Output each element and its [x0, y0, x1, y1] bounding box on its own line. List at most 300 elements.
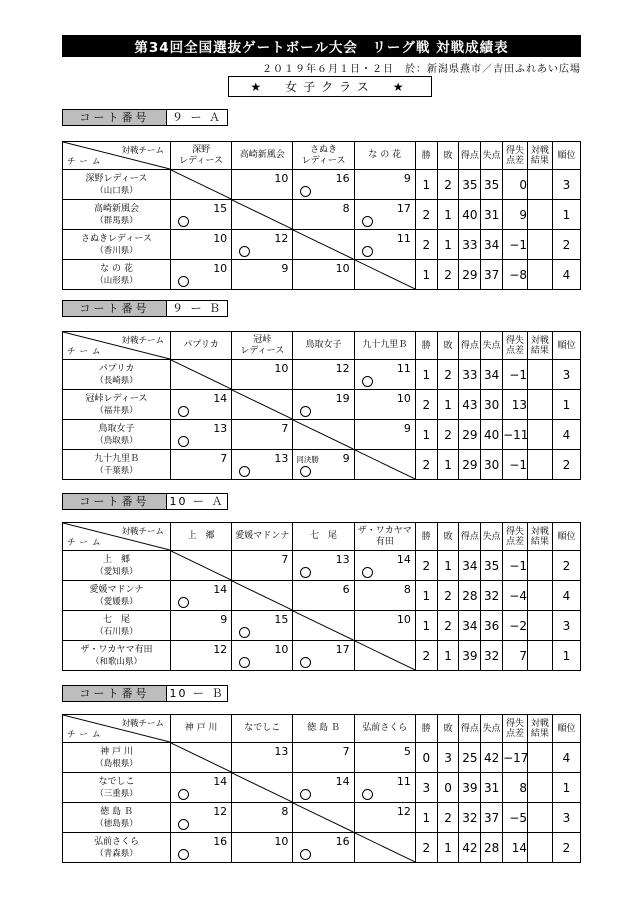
point-difference: 8 [503, 773, 528, 803]
team-name-cell [63, 833, 171, 863]
points-against: 34 [481, 360, 503, 390]
losses: 1 [437, 551, 459, 581]
head-to-head-result [527, 420, 552, 450]
head-to-head-result [527, 581, 552, 611]
opponent-header: 鳥取女子 [293, 332, 354, 360]
team-name: さぬきレディース [81, 233, 152, 244]
team-prefecture: （山形県） [95, 275, 138, 286]
match-score: 13 [335, 553, 350, 566]
opponent-header: 九十九里Ｂ [354, 332, 415, 360]
win-circle-icon [362, 216, 373, 227]
head-to-head-result [527, 170, 552, 200]
table-row [63, 551, 581, 581]
match-cell [170, 581, 231, 611]
points-against: 32 [481, 641, 503, 671]
wins: 2 [415, 390, 437, 420]
team-name: 神 戸 川 [100, 746, 133, 757]
table-row [63, 260, 581, 290]
points-for: 40 [459, 200, 481, 230]
match-score: 16 [213, 835, 228, 848]
team-name-cell [63, 360, 171, 390]
win-circle-icon [239, 466, 250, 477]
match-score: 8 [281, 805, 289, 818]
self-match-cell [293, 230, 354, 260]
match-cell [170, 611, 231, 641]
self-match-cell [293, 420, 354, 450]
match-cell [232, 743, 293, 773]
match-score: 14 [213, 775, 228, 788]
match-score: 10 [213, 232, 228, 245]
wins: 1 [415, 360, 437, 390]
match-score: 11 [396, 362, 411, 375]
court-label [62, 300, 228, 317]
point-difference: −17 [503, 743, 528, 773]
table-row [63, 611, 581, 641]
team-name: 冠峠レディース [85, 393, 148, 404]
points-for: 29 [459, 260, 481, 290]
losses: 3 [437, 743, 459, 773]
corner-team-label: チーム [67, 157, 105, 167]
match-score: 10 [274, 835, 289, 848]
corner-opponent-label: 対戦チーム [121, 336, 164, 346]
wins: 1 [415, 420, 437, 450]
win-circle-icon [300, 406, 311, 417]
stat-header: 勝 [415, 715, 437, 743]
opponent-header: 深野 レディース [170, 142, 231, 170]
diagonal-line [355, 260, 415, 289]
diagonal-line [232, 581, 292, 610]
points-for: 34 [459, 551, 481, 581]
rank: 1 [552, 200, 580, 230]
wins: 1 [415, 611, 437, 641]
points-for: 32 [459, 803, 481, 833]
match-cell [293, 581, 354, 611]
head-to-head-result [527, 611, 552, 641]
table-row [63, 641, 581, 671]
points-for: 25 [459, 743, 481, 773]
match-score: 8 [342, 202, 350, 215]
match-cell [354, 420, 415, 450]
head-to-head-result [527, 260, 552, 290]
match-cell [354, 773, 415, 803]
losses: 1 [437, 390, 459, 420]
team-name: パプリカ [98, 363, 135, 374]
court-number: ９ ー Ｂ [172, 302, 222, 315]
head-to-head-result [527, 641, 552, 671]
match-cell [232, 230, 293, 260]
team-name: 鳥取女子 [98, 423, 135, 434]
match-cell [170, 450, 231, 480]
court-label [62, 685, 228, 702]
team-prefecture: （愛媛県） [95, 596, 138, 607]
match-cell [170, 230, 231, 260]
point-difference: 0 [503, 170, 528, 200]
stat-header: 対戦 結果 [527, 715, 552, 743]
match-score: 10 [274, 362, 289, 375]
stat-header: 失点 [481, 142, 503, 170]
losses: 2 [437, 360, 459, 390]
point-difference: 13 [503, 390, 528, 420]
table-row [63, 360, 581, 390]
rank: 3 [552, 360, 580, 390]
match-score: 9 [403, 422, 411, 435]
point-difference: −1 [503, 450, 528, 480]
corner-team-label: チーム [67, 538, 105, 548]
team-name-cell [63, 581, 171, 611]
rank: 1 [552, 773, 580, 803]
match-score: 10 [396, 613, 411, 626]
rank: 4 [552, 420, 580, 450]
corner-team-label: チーム [67, 730, 105, 740]
points-against: 31 [481, 200, 503, 230]
court-label-name: コート番号 [63, 301, 167, 316]
opponent-header: ザ・ワカヤマ 有田 [354, 523, 415, 551]
points-for: 33 [459, 230, 481, 260]
team-prefecture: （群馬県） [95, 215, 138, 226]
win-circle-icon [300, 849, 311, 860]
win-circle-icon [178, 436, 189, 447]
stat-header: 勝 [415, 523, 437, 551]
head-to-head-result [527, 230, 552, 260]
diagonal-line [355, 450, 415, 479]
win-circle-icon [178, 849, 189, 860]
stat-header: 敗 [437, 332, 459, 360]
match-score: 9 [220, 613, 228, 626]
match-score: 10 [213, 262, 228, 275]
wins: 3 [415, 773, 437, 803]
losses: 2 [437, 803, 459, 833]
match-cell [354, 803, 415, 833]
match-cell [354, 551, 415, 581]
header-row [63, 715, 581, 743]
team-name-cell [63, 170, 171, 200]
head-to-head-result [527, 200, 552, 230]
losses: 1 [437, 833, 459, 863]
match-score: 7 [281, 553, 289, 566]
stat-header: 順位 [552, 142, 580, 170]
head-to-head-result [527, 833, 552, 863]
match-cell [232, 833, 293, 863]
wins: 2 [415, 200, 437, 230]
win-circle-icon [239, 627, 250, 638]
losses: 2 [437, 260, 459, 290]
stat-header: 対戦 結果 [527, 332, 552, 360]
losses: 1 [437, 230, 459, 260]
corner-header [63, 332, 171, 360]
point-difference: −1 [503, 551, 528, 581]
league-table [62, 714, 581, 863]
losses: 0 [437, 773, 459, 803]
match-score: 12 [213, 643, 228, 656]
points-against: 37 [481, 260, 503, 290]
match-score: 15 [213, 202, 228, 215]
match-cell [170, 833, 231, 863]
court-number: ９ ー Ａ [172, 111, 222, 124]
points-against: 35 [481, 551, 503, 581]
match-cell [232, 360, 293, 390]
opponent-header: 七 尾 [293, 523, 354, 551]
team-prefecture: （愛知県） [95, 566, 138, 577]
team-name: 高崎新風会 [93, 203, 139, 214]
stat-header: 勝 [415, 142, 437, 170]
diagonal-line [171, 360, 231, 389]
points-for: 39 [459, 641, 481, 671]
page-title: 第34回全国選抜ゲートボール大会 リーグ戦 対戦成績表 [62, 35, 581, 57]
match-cell [293, 390, 354, 420]
match-cell [293, 641, 354, 671]
match-score: 13 [213, 422, 228, 435]
win-circle-icon [362, 789, 373, 800]
self-match-cell [232, 773, 293, 803]
match-score: 19 [335, 392, 350, 405]
team-prefecture: （山口県） [95, 185, 138, 196]
stat-header: 失点 [481, 715, 503, 743]
match-note: 同決勝 [296, 455, 319, 464]
opponent-header: パプリカ [170, 332, 231, 360]
header-row [63, 523, 581, 551]
team-prefecture: （千葉県） [95, 465, 138, 476]
stat-header: 得点 [459, 142, 481, 170]
diagonal-line [293, 803, 353, 832]
team-name: 徳 島 Ｂ [100, 806, 133, 817]
self-match-cell [232, 200, 293, 230]
win-circle-icon [178, 597, 189, 608]
point-difference: −1 [503, 230, 528, 260]
court-label-name: コート番号 [63, 686, 167, 701]
win-circle-icon [239, 246, 250, 257]
win-circle-icon [300, 657, 311, 668]
diagonal-line [171, 551, 231, 580]
self-match-cell [354, 833, 415, 863]
wins: 1 [415, 803, 437, 833]
points-against: 30 [481, 450, 503, 480]
team-name: なでしこ [98, 776, 135, 787]
match-cell [170, 200, 231, 230]
team-prefecture: （和歌山県） [90, 656, 142, 667]
points-for: 29 [459, 420, 481, 450]
stat-header: 得失 点差 [503, 142, 528, 170]
match-score: 7 [281, 422, 289, 435]
match-score: 7 [220, 452, 228, 465]
opponent-header: 愛媛マドンナ [232, 523, 293, 551]
team-name-cell [63, 390, 171, 420]
point-difference: −8 [503, 260, 528, 290]
table-row [63, 170, 581, 200]
match-cell [293, 260, 354, 290]
stat-header: 得点 [459, 715, 481, 743]
stat-header: 得点 [459, 332, 481, 360]
wins: 2 [415, 641, 437, 671]
points-against: 34 [481, 230, 503, 260]
wins: 1 [415, 581, 437, 611]
header-row [63, 332, 581, 360]
losses: 1 [437, 200, 459, 230]
table-row [63, 833, 581, 863]
team-name-cell [63, 260, 171, 290]
diagonal-line [171, 743, 231, 772]
win-circle-icon [178, 819, 189, 830]
match-cell [232, 641, 293, 671]
table-row [63, 390, 581, 420]
match-score: 6 [342, 583, 350, 596]
point-difference: −5 [503, 803, 528, 833]
team-prefecture: （鳥取県） [95, 435, 138, 446]
table-row [63, 200, 581, 230]
league-table [62, 331, 581, 480]
header-row [63, 142, 581, 170]
match-cell [170, 773, 231, 803]
self-match-cell [170, 743, 231, 773]
rank: 1 [552, 641, 580, 671]
team-name-cell [63, 803, 171, 833]
self-match-cell [170, 360, 231, 390]
self-match-cell [232, 390, 293, 420]
head-to-head-result [527, 450, 552, 480]
match-score: 14 [213, 392, 228, 405]
match-cell [232, 170, 293, 200]
opponent-header: 弘前さくら [354, 715, 415, 743]
stat-header: 順位 [552, 523, 580, 551]
points-against: 35 [481, 170, 503, 200]
table-row [63, 773, 581, 803]
match-cell [293, 360, 354, 390]
match-score: 17 [396, 202, 411, 215]
head-to-head-result [527, 390, 552, 420]
head-to-head-result [527, 551, 552, 581]
court-number: 10 ー Ｂ [169, 687, 225, 700]
rank: 1 [552, 390, 580, 420]
match-score: 10 [274, 172, 289, 185]
match-score: 10 [396, 392, 411, 405]
match-score: 9 [403, 172, 411, 185]
match-score: 7 [342, 745, 350, 758]
match-cell [354, 200, 415, 230]
stat-header: 対戦 結果 [527, 523, 552, 551]
point-difference: 14 [503, 833, 528, 863]
losses: 2 [437, 420, 459, 450]
diagonal-line [171, 170, 231, 199]
match-cell [293, 833, 354, 863]
self-match-cell [232, 581, 293, 611]
corner-opponent-label: 対戦チーム [121, 719, 164, 729]
corner-header [63, 523, 171, 551]
opponent-header: さぬき レディース [293, 142, 354, 170]
table-row [63, 230, 581, 260]
points-against: 32 [481, 581, 503, 611]
match-cell [232, 803, 293, 833]
points-against: 28 [481, 833, 503, 863]
head-to-head-result [527, 743, 552, 773]
match-cell [354, 170, 415, 200]
match-cell [354, 743, 415, 773]
diagonal-line [232, 390, 292, 419]
match-cell [170, 803, 231, 833]
match-score: 11 [396, 775, 411, 788]
league-table [62, 522, 581, 671]
match-cell [232, 450, 293, 480]
match-cell [354, 611, 415, 641]
team-name: 弘前さくら [93, 836, 139, 847]
point-difference: −2 [503, 611, 528, 641]
points-for: 34 [459, 611, 481, 641]
match-cell [293, 200, 354, 230]
team-prefecture: （青森県） [95, 848, 138, 859]
league-table [62, 141, 581, 290]
match-cell [293, 773, 354, 803]
team-prefecture: （島根県） [95, 758, 138, 769]
diagonal-line [232, 773, 292, 802]
rank: 4 [552, 581, 580, 611]
team-name-cell [63, 773, 171, 803]
team-prefecture: （石川県） [95, 626, 138, 637]
match-cell [293, 551, 354, 581]
match-cell [354, 581, 415, 611]
match-score: 9 [281, 262, 289, 275]
points-for: 28 [459, 581, 481, 611]
losses: 1 [437, 641, 459, 671]
rank: 2 [552, 551, 580, 581]
opponent-header: なでしこ [232, 715, 293, 743]
losses: 2 [437, 581, 459, 611]
stat-header: 得点 [459, 523, 481, 551]
stat-header: 順位 [552, 715, 580, 743]
diagonal-line [355, 833, 415, 862]
team-name: 九十九里Ｂ [93, 453, 139, 464]
points-for: 35 [459, 170, 481, 200]
match-score: 12 [396, 805, 411, 818]
wins: 0 [415, 743, 437, 773]
self-match-cell [293, 803, 354, 833]
self-match-cell [170, 551, 231, 581]
match-score: 14 [335, 775, 350, 788]
match-score: 5 [403, 745, 411, 758]
win-circle-icon [362, 246, 373, 257]
win-circle-icon [239, 657, 250, 668]
opponent-header: な の 花 [354, 142, 415, 170]
match-score: 14 [396, 553, 411, 566]
match-score: 12 [274, 232, 289, 245]
diagonal-line [355, 641, 415, 670]
match-score: 16 [335, 172, 350, 185]
win-circle-icon [362, 567, 373, 578]
match-cell [170, 260, 231, 290]
court-label-name: コート番号 [63, 494, 167, 509]
head-to-head-result [527, 360, 552, 390]
match-score: 8 [403, 583, 411, 596]
team-name: 深野レディース [85, 173, 148, 184]
match-score: 12 [335, 362, 350, 375]
table-row [63, 450, 581, 480]
match-score: 10 [274, 643, 289, 656]
point-difference: 9 [503, 200, 528, 230]
team-prefecture: （三重県） [95, 788, 138, 799]
team-prefecture: （徳島県） [95, 818, 138, 829]
team-name-cell [63, 611, 171, 641]
self-match-cell [293, 611, 354, 641]
team-name-cell [63, 641, 171, 671]
team-name: ザ・ワカヤマ有田 [80, 644, 153, 655]
rank: 3 [552, 611, 580, 641]
losses: 2 [437, 170, 459, 200]
win-circle-icon [178, 789, 189, 800]
points-for: 39 [459, 773, 481, 803]
points-against: 42 [481, 743, 503, 773]
rank: 4 [552, 743, 580, 773]
team-prefecture: （香川県） [95, 245, 138, 256]
stat-header: 得失 点差 [503, 523, 528, 551]
team-name: 愛媛マドンナ [89, 584, 144, 595]
table-row [63, 420, 581, 450]
